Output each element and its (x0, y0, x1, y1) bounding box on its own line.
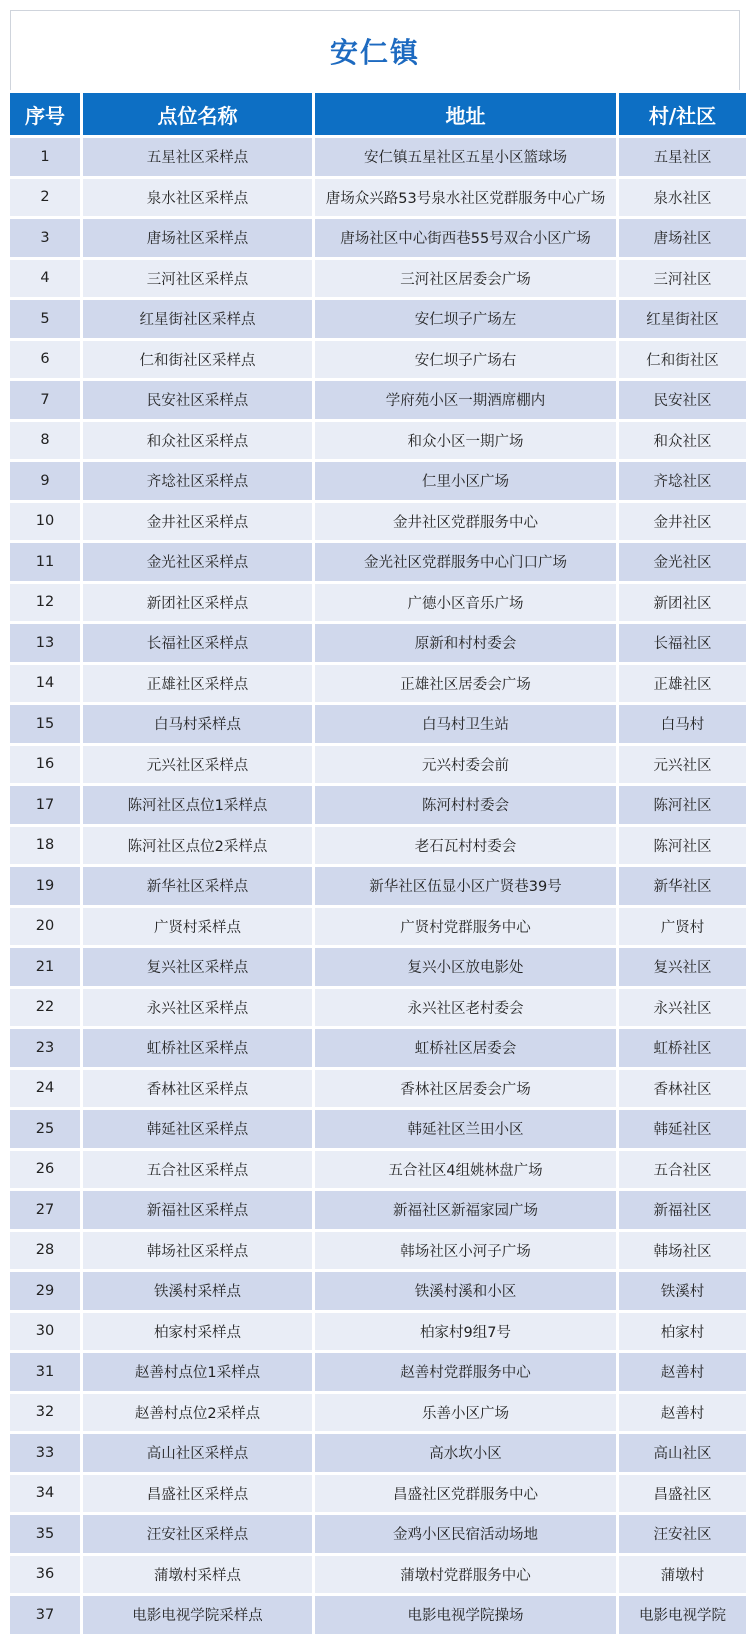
header-point-name: 点位名称 (83, 93, 312, 135)
cell-index: 30 (10, 1313, 80, 1351)
cell-index: 18 (10, 827, 80, 865)
cell-address: 广贤村党群服务中心 (315, 908, 616, 946)
cell-address: 金井社区党群服务中心 (315, 503, 616, 541)
cell-community: 柏家村 (619, 1313, 746, 1351)
cell-point-name: 和众社区采样点 (83, 422, 312, 460)
cell-index: 10 (10, 503, 80, 541)
cell-address: 电影电视学院操场 (315, 1596, 616, 1634)
cell-address: 原新和村村委会 (315, 624, 616, 662)
cell-point-name: 永兴社区采样点 (83, 989, 312, 1027)
table-row (10, 989, 746, 1027)
table-row (10, 1191, 746, 1229)
table-row (10, 462, 746, 500)
cell-community: 永兴社区 (619, 989, 746, 1027)
table-row (10, 827, 746, 865)
table-row (10, 341, 746, 379)
cell-point-name: 唐场社区采样点 (83, 219, 312, 257)
cell-index: 37 (10, 1596, 80, 1634)
cell-address: 安仁坝子广场右 (315, 341, 616, 379)
cell-community: 齐埝社区 (619, 462, 746, 500)
cell-index: 3 (10, 219, 80, 257)
cell-address: 永兴社区老村委会 (315, 989, 616, 1027)
cell-community: 金井社区 (619, 503, 746, 541)
cell-address: 铁溪村溪和小区 (315, 1272, 616, 1310)
cell-address: 三河社区居委会广场 (315, 260, 616, 298)
cell-point-name: 复兴社区采样点 (83, 948, 312, 986)
table-body (10, 138, 746, 1634)
cell-index: 2 (10, 179, 80, 217)
cell-point-name: 韩延社区采样点 (83, 1110, 312, 1148)
cell-point-name: 蒲墩村采样点 (83, 1556, 312, 1594)
cell-address: 韩场社区小河子广场 (315, 1232, 616, 1270)
cell-community: 蒲墩村 (619, 1556, 746, 1594)
cell-point-name: 新华社区采样点 (83, 867, 312, 905)
cell-address: 复兴小区放电影处 (315, 948, 616, 986)
table-row (10, 867, 746, 905)
cell-index: 4 (10, 260, 80, 298)
cell-point-name: 红星街社区采样点 (83, 300, 312, 338)
cell-index: 15 (10, 705, 80, 743)
cell-community: 新福社区 (619, 1191, 746, 1229)
cell-point-name: 白马村采样点 (83, 705, 312, 743)
cell-community: 金光社区 (619, 543, 746, 581)
cell-address: 安仁镇五星社区五星小区篮球场 (315, 138, 616, 176)
cell-address: 新福社区新福家园广场 (315, 1191, 616, 1229)
table-row (10, 746, 746, 784)
cell-point-name: 金光社区采样点 (83, 543, 312, 581)
table-row (10, 1475, 746, 1513)
cell-community: 电影电视学院 (619, 1596, 746, 1634)
cell-index: 9 (10, 462, 80, 500)
cell-index: 22 (10, 989, 80, 1027)
cell-index: 6 (10, 341, 80, 379)
cell-index: 21 (10, 948, 80, 986)
table-row (10, 665, 746, 703)
cell-address: 金鸡小区民宿活动场地 (315, 1515, 616, 1553)
cell-community: 仁和街社区 (619, 341, 746, 379)
cell-point-name: 铁溪村采样点 (83, 1272, 312, 1310)
cell-index: 14 (10, 665, 80, 703)
cell-index: 23 (10, 1029, 80, 1067)
cell-index: 20 (10, 908, 80, 946)
cell-community: 和众社区 (619, 422, 746, 460)
table-row (10, 705, 746, 743)
cell-address: 金光社区党群服务中心门口广场 (315, 543, 616, 581)
cell-community: 赵善村 (619, 1394, 746, 1432)
title-box (10, 10, 740, 90)
cell-address: 乐善小区广场 (315, 1394, 616, 1432)
cell-point-name: 昌盛社区采样点 (83, 1475, 312, 1513)
table-row (10, 260, 746, 298)
table-row (10, 138, 746, 176)
cell-community: 铁溪村 (619, 1272, 746, 1310)
cell-address: 唐场社区中心街西巷55号双合小区广场 (315, 219, 616, 257)
cell-community: 泉水社区 (619, 179, 746, 217)
cell-point-name: 五合社区采样点 (83, 1151, 312, 1189)
table-row (10, 503, 746, 541)
cell-address: 柏家村9组7号 (315, 1313, 616, 1351)
cell-index: 31 (10, 1353, 80, 1391)
cell-address: 五合社区4组姚林盘广场 (315, 1151, 616, 1189)
cell-address: 白马村卫生站 (315, 705, 616, 743)
header-address: 地址 (315, 93, 616, 135)
cell-community: 长福社区 (619, 624, 746, 662)
table-row (10, 1353, 746, 1391)
cell-point-name: 五星社区采样点 (83, 138, 312, 176)
table-header-row (10, 93, 746, 135)
cell-index: 28 (10, 1232, 80, 1270)
table-row (10, 1434, 746, 1472)
table-row (10, 1029, 746, 1067)
cell-point-name: 新福社区采样点 (83, 1191, 312, 1229)
table-row (10, 1394, 746, 1432)
table-row (10, 1313, 746, 1351)
cell-index: 8 (10, 422, 80, 460)
table-row (10, 300, 746, 338)
cell-address: 赵善村党群服务中心 (315, 1353, 616, 1391)
cell-index: 13 (10, 624, 80, 662)
cell-address: 蒲墩村党群服务中心 (315, 1556, 616, 1594)
cell-community: 韩延社区 (619, 1110, 746, 1148)
cell-point-name: 泉水社区采样点 (83, 179, 312, 217)
cell-address: 仁里小区广场 (315, 462, 616, 500)
table-row (10, 1272, 746, 1310)
cell-community: 陈河社区 (619, 827, 746, 865)
cell-community: 唐场社区 (619, 219, 746, 257)
cell-index: 24 (10, 1070, 80, 1108)
cell-address: 学府苑小区一期酒席棚内 (315, 381, 616, 419)
cell-index: 17 (10, 786, 80, 824)
cell-community: 赵善村 (619, 1353, 746, 1391)
header-community: 村/社区 (619, 93, 746, 135)
cell-point-name: 高山社区采样点 (83, 1434, 312, 1472)
cell-point-name: 广贤村采样点 (83, 908, 312, 946)
cell-point-name: 元兴社区采样点 (83, 746, 312, 784)
cell-index: 11 (10, 543, 80, 581)
cell-index: 29 (10, 1272, 80, 1310)
cell-community: 五合社区 (619, 1151, 746, 1189)
cell-point-name: 香林社区采样点 (83, 1070, 312, 1108)
cell-community: 虹桥社区 (619, 1029, 746, 1067)
cell-point-name: 柏家村采样点 (83, 1313, 312, 1351)
table-row (10, 1596, 746, 1634)
cell-community: 汪安社区 (619, 1515, 746, 1553)
cell-index: 19 (10, 867, 80, 905)
cell-index: 35 (10, 1515, 80, 1553)
cell-point-name: 赵善村点位1采样点 (83, 1353, 312, 1391)
cell-community: 正雄社区 (619, 665, 746, 703)
header-index: 序号 (10, 93, 80, 135)
cell-point-name: 陈河社区点位2采样点 (83, 827, 312, 865)
cell-address: 香林社区居委会广场 (315, 1070, 616, 1108)
cell-index: 12 (10, 584, 80, 622)
cell-index: 36 (10, 1556, 80, 1594)
table-row (10, 1556, 746, 1594)
cell-community: 民安社区 (619, 381, 746, 419)
cell-point-name: 民安社区采样点 (83, 381, 312, 419)
cell-index: 32 (10, 1394, 80, 1432)
table-row (10, 543, 746, 581)
table-row (10, 908, 746, 946)
cell-point-name: 长福社区采样点 (83, 624, 312, 662)
table-row (10, 1515, 746, 1553)
cell-community: 复兴社区 (619, 948, 746, 986)
page-container (10, 10, 740, 1637)
table-row (10, 786, 746, 824)
cell-point-name: 新团社区采样点 (83, 584, 312, 622)
table-row (10, 1232, 746, 1270)
cell-community: 新华社区 (619, 867, 746, 905)
cell-address: 老石瓦村村委会 (315, 827, 616, 865)
cell-index: 1 (10, 138, 80, 176)
cell-index: 27 (10, 1191, 80, 1229)
sampling-points-table (7, 90, 749, 1637)
cell-address: 安仁坝子广场左 (315, 300, 616, 338)
cell-index: 26 (10, 1151, 80, 1189)
cell-community: 韩场社区 (619, 1232, 746, 1270)
table-row (10, 1110, 746, 1148)
cell-address: 正雄社区居委会广场 (315, 665, 616, 703)
cell-point-name: 赵善村点位2采样点 (83, 1394, 312, 1432)
cell-address: 昌盛社区党群服务中心 (315, 1475, 616, 1513)
cell-point-name: 齐埝社区采样点 (83, 462, 312, 500)
table-row (10, 219, 746, 257)
cell-point-name: 汪安社区采样点 (83, 1515, 312, 1553)
cell-community: 元兴社区 (619, 746, 746, 784)
cell-point-name: 韩场社区采样点 (83, 1232, 312, 1270)
cell-address: 韩延社区兰田小区 (315, 1110, 616, 1148)
table-row (10, 1151, 746, 1189)
cell-address: 虹桥社区居委会 (315, 1029, 616, 1067)
cell-index: 34 (10, 1475, 80, 1513)
cell-community: 高山社区 (619, 1434, 746, 1472)
cell-address: 新华社区伍显小区广贤巷39号 (315, 867, 616, 905)
table-row (10, 948, 746, 986)
cell-community: 五星社区 (619, 138, 746, 176)
cell-point-name: 陈河社区点位1采样点 (83, 786, 312, 824)
cell-community: 新团社区 (619, 584, 746, 622)
cell-community: 三河社区 (619, 260, 746, 298)
cell-point-name: 三河社区采样点 (83, 260, 312, 298)
cell-index: 16 (10, 746, 80, 784)
cell-index: 33 (10, 1434, 80, 1472)
cell-point-name: 虹桥社区采样点 (83, 1029, 312, 1067)
cell-address: 和众小区一期广场 (315, 422, 616, 460)
table-row (10, 1070, 746, 1108)
cell-point-name: 仁和街社区采样点 (83, 341, 312, 379)
table-row (10, 381, 746, 419)
cell-address: 广德小区音乐广场 (315, 584, 616, 622)
cell-address: 元兴村委会前 (315, 746, 616, 784)
cell-community: 陈河社区 (619, 786, 746, 824)
table-row (10, 624, 746, 662)
cell-index: 5 (10, 300, 80, 338)
cell-point-name: 正雄社区采样点 (83, 665, 312, 703)
cell-point-name: 电影电视学院采样点 (83, 1596, 312, 1634)
table-row (10, 422, 746, 460)
table-row (10, 179, 746, 217)
cell-index: 25 (10, 1110, 80, 1148)
cell-address: 唐场众兴路53号泉水社区党群服务中心广场 (315, 179, 616, 217)
cell-address: 陈河村村委会 (315, 786, 616, 824)
page-title: 安仁镇 (329, 35, 420, 69)
cell-community: 白马村 (619, 705, 746, 743)
cell-community: 昌盛社区 (619, 1475, 746, 1513)
cell-index: 7 (10, 381, 80, 419)
cell-point-name: 金井社区采样点 (83, 503, 312, 541)
cell-community: 香林社区 (619, 1070, 746, 1108)
table-row (10, 584, 746, 622)
cell-community: 红星街社区 (619, 300, 746, 338)
cell-address: 高水坎小区 (315, 1434, 616, 1472)
cell-community: 广贤村 (619, 908, 746, 946)
